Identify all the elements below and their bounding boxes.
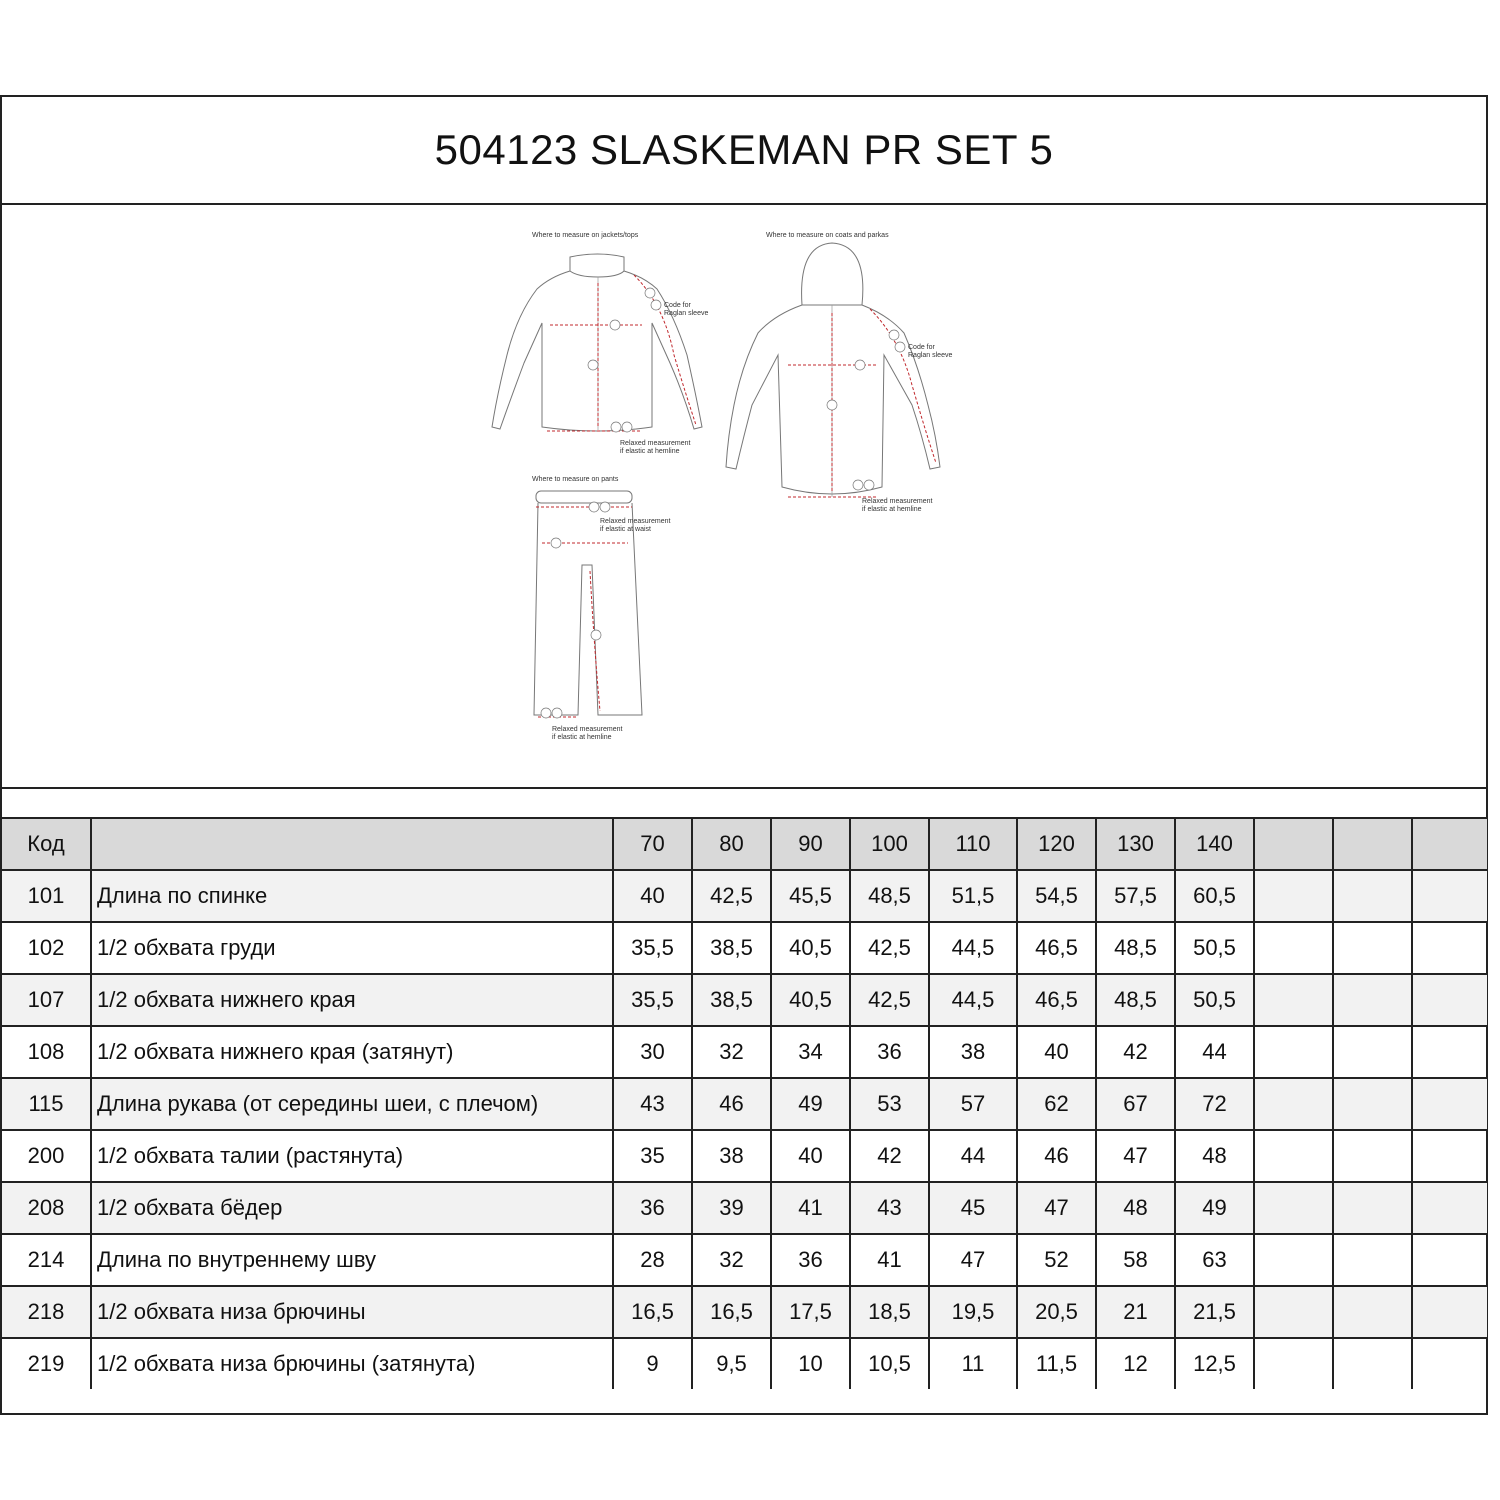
measurement-value: 35,5 xyxy=(613,922,692,974)
pants-marker-waist xyxy=(589,502,599,512)
measurement-value: 9,5 xyxy=(692,1338,771,1389)
measurement-description: Длина по спинке xyxy=(91,870,613,922)
measurement-value: 21 xyxy=(1096,1286,1175,1338)
jacket-marker-chest xyxy=(610,320,620,330)
measurement-value: 48 xyxy=(1175,1130,1254,1182)
jacket-marker-sleeve xyxy=(645,288,655,298)
measurement-value: 38,5 xyxy=(692,974,771,1026)
coat-caption: Where to measure on coats and parkas xyxy=(766,232,889,239)
measurement-value: 11 xyxy=(929,1338,1017,1389)
measurement-value: 36 xyxy=(613,1182,692,1234)
coat-marker-hem xyxy=(853,480,863,490)
measurement-value: 63 xyxy=(1175,1234,1254,1286)
pants-diagram xyxy=(532,476,670,741)
pants-waistband xyxy=(536,491,632,503)
measurement-code: 101 xyxy=(2,870,91,922)
pants-marker-hem-relaxed xyxy=(552,708,562,718)
size-header: 70 xyxy=(613,819,692,870)
measurement-value: 44,5 xyxy=(929,974,1017,1026)
measurement-value: 48 xyxy=(1096,1182,1175,1234)
measurement-value: 46,5 xyxy=(1017,922,1096,974)
measurement-value: 50,5 xyxy=(1175,974,1254,1026)
jacket-collar xyxy=(570,254,624,277)
jacket-marker-hem-relaxed xyxy=(622,422,632,432)
measurement-value: 52 xyxy=(1017,1234,1096,1286)
coat-raglan-note-1: Code for xyxy=(908,344,935,351)
measurement-value: 28 xyxy=(613,1234,692,1286)
size-table xyxy=(2,819,1487,1389)
measurement-value xyxy=(1254,1026,1333,1078)
coat-raglan-note-2: Raglan sleeve xyxy=(908,352,953,359)
measurement-value: 57 xyxy=(929,1078,1017,1130)
jacket-caption: Where to measure on jackets/tops xyxy=(532,232,639,239)
measurement-value: 38,5 xyxy=(692,922,771,974)
measurement-description: 1/2 обхвата нижнего края (затянут) xyxy=(91,1026,613,1078)
jacket-sleeve-line xyxy=(634,275,696,425)
measurement-code: 108 xyxy=(2,1026,91,1078)
measurement-value: 42,5 xyxy=(850,922,929,974)
measurement-value: 36 xyxy=(771,1234,850,1286)
pants-marker-waist-relaxed xyxy=(600,502,610,512)
table-row xyxy=(2,1130,1487,1182)
measurement-value xyxy=(1333,870,1412,922)
measurement-value: 18,5 xyxy=(850,1286,929,1338)
measurement-value: 16,5 xyxy=(692,1286,771,1338)
measurement-value: 43 xyxy=(613,1078,692,1130)
measurement-value xyxy=(1412,1130,1487,1182)
measurement-value: 42,5 xyxy=(850,974,929,1026)
description-column-header xyxy=(91,819,613,870)
size-header: 140 xyxy=(1175,819,1254,870)
measurement-value: 35 xyxy=(613,1130,692,1182)
measurement-value: 53 xyxy=(850,1078,929,1130)
coat-marker-hem-relaxed xyxy=(864,480,874,490)
measurement-value: 40 xyxy=(613,870,692,922)
measurement-value: 44 xyxy=(929,1130,1017,1182)
coat-hood xyxy=(802,243,863,305)
spacer-row xyxy=(2,789,1486,819)
measurement-value xyxy=(1333,1234,1412,1286)
page-title: 504123 SLASKEMAN PR SET 5 xyxy=(434,126,1054,173)
measurement-value: 42 xyxy=(850,1130,929,1182)
jacket-raglan-note-2: Raglan sleeve xyxy=(664,310,709,317)
measurement-value xyxy=(1412,1182,1487,1234)
measurement-value: 51,5 xyxy=(929,870,1017,922)
measurement-value: 44 xyxy=(1175,1026,1254,1078)
measurement-code: 218 xyxy=(2,1286,91,1338)
measurement-code: 214 xyxy=(2,1234,91,1286)
measurement-code: 200 xyxy=(2,1130,91,1182)
measurement-code: 219 xyxy=(2,1338,91,1389)
measurement-value: 39 xyxy=(692,1182,771,1234)
measurement-value: 57,5 xyxy=(1096,870,1175,922)
jacket-hem-note-1: Relaxed measurement xyxy=(620,440,691,447)
measurement-value xyxy=(1412,1286,1487,1338)
measurement-value xyxy=(1254,1234,1333,1286)
measurement-value: 20,5 xyxy=(1017,1286,1096,1338)
measurement-description: 1/2 обхвата низа брючины xyxy=(91,1286,613,1338)
measurement-description: Длина рукава (от середины шеи, с плечом) xyxy=(91,1078,613,1130)
measurement-value xyxy=(1333,922,1412,974)
coat-body-outline xyxy=(726,305,940,494)
measurement-value: 49 xyxy=(771,1078,850,1130)
measurement-value: 36 xyxy=(850,1026,929,1078)
coat-hem-note-2: if elastic at hemline xyxy=(862,506,922,513)
measurement-value xyxy=(1254,870,1333,922)
measurement-value xyxy=(1412,870,1487,922)
measurement-value xyxy=(1412,974,1487,1026)
pants-waist-note-1: Relaxed measurement xyxy=(600,518,671,525)
pants-marker-hem xyxy=(541,708,551,718)
measurement-value: 60,5 xyxy=(1175,870,1254,922)
measurement-value: 17,5 xyxy=(771,1286,850,1338)
measurement-value: 46,5 xyxy=(1017,974,1096,1026)
jacket-hem-note-2: if elastic at hemline xyxy=(620,448,680,455)
coat-marker-sleeve xyxy=(889,330,899,340)
table-row xyxy=(2,922,1487,974)
table-row xyxy=(2,870,1487,922)
size-header: 100 xyxy=(850,819,929,870)
measurement-value xyxy=(1412,1026,1487,1078)
measurement-value: 67 xyxy=(1096,1078,1175,1130)
measurement-value: 45,5 xyxy=(771,870,850,922)
measurement-value xyxy=(1254,1078,1333,1130)
measurement-value xyxy=(1412,1078,1487,1130)
measurement-description: Длина по внутреннему шву xyxy=(91,1234,613,1286)
jacket-diagram xyxy=(492,232,708,455)
measurement-value xyxy=(1254,1130,1333,1182)
measurement-value xyxy=(1254,922,1333,974)
measurement-value: 72 xyxy=(1175,1078,1254,1130)
measurement-value xyxy=(1412,1234,1487,1286)
measurement-value: 42 xyxy=(1096,1026,1175,1078)
measurement-value xyxy=(1333,1130,1412,1182)
jacket-marker-hem xyxy=(611,422,621,432)
measurement-value: 12,5 xyxy=(1175,1338,1254,1389)
measurement-value: 43 xyxy=(850,1182,929,1234)
measurement-description: 1/2 обхвата талии (растянута) xyxy=(91,1130,613,1182)
jacket-body-outline xyxy=(492,271,702,431)
measurement-value: 40 xyxy=(1017,1026,1096,1078)
measurement-value: 10,5 xyxy=(850,1338,929,1389)
measurement-value: 9 xyxy=(613,1338,692,1389)
measurement-description: 1/2 обхвата нижнего края xyxy=(91,974,613,1026)
measurement-value xyxy=(1333,1338,1412,1389)
jacket-marker-length xyxy=(588,360,598,370)
size-header: 130 xyxy=(1096,819,1175,870)
measurement-value: 40 xyxy=(771,1130,850,1182)
measurement-value xyxy=(1412,922,1487,974)
measurement-value: 41 xyxy=(850,1234,929,1286)
size-header xyxy=(1254,819,1333,870)
measurement-value: 44,5 xyxy=(929,922,1017,974)
size-table-body xyxy=(2,870,1487,1389)
measurement-value xyxy=(1333,1182,1412,1234)
table-row xyxy=(2,1234,1487,1286)
jacket-raglan-note-1: Code for xyxy=(664,302,691,309)
measurement-value: 45 xyxy=(929,1182,1017,1234)
measurement-value: 34 xyxy=(771,1026,850,1078)
measurement-value: 38 xyxy=(929,1026,1017,1078)
measurement-description: 1/2 обхвата бёдер xyxy=(91,1182,613,1234)
coat-marker-length xyxy=(827,400,837,410)
measurement-value xyxy=(1254,1286,1333,1338)
measurement-value: 32 xyxy=(692,1234,771,1286)
code-column-header: Код xyxy=(2,819,91,870)
measurement-code: 115 xyxy=(2,1078,91,1130)
measurement-value: 30 xyxy=(613,1026,692,1078)
measurement-value: 46 xyxy=(1017,1130,1096,1182)
size-header: 90 xyxy=(771,819,850,870)
measurement-value: 40,5 xyxy=(771,922,850,974)
measurement-value: 47 xyxy=(1017,1182,1096,1234)
measurement-value: 48,5 xyxy=(850,870,929,922)
size-header: 120 xyxy=(1017,819,1096,870)
measurement-code: 208 xyxy=(2,1182,91,1234)
title-row xyxy=(2,97,1486,205)
size-header: 80 xyxy=(692,819,771,870)
measurement-value: 48,5 xyxy=(1096,922,1175,974)
measurement-description: 1/2 обхвата груди xyxy=(91,922,613,974)
measurement-value: 47 xyxy=(929,1234,1017,1286)
pants-marker-hip xyxy=(551,538,561,548)
jacket-marker-raglan xyxy=(651,300,661,310)
measurement-value: 16,5 xyxy=(613,1286,692,1338)
measurement-value xyxy=(1254,1182,1333,1234)
table-row xyxy=(2,1026,1487,1078)
table-row xyxy=(2,1338,1487,1389)
measurement-value xyxy=(1333,1078,1412,1130)
pants-marker-inseam xyxy=(591,630,601,640)
measurement-value: 54,5 xyxy=(1017,870,1096,922)
table-row xyxy=(2,1182,1487,1234)
measurement-code: 107 xyxy=(2,974,91,1026)
size-header: 110 xyxy=(929,819,1017,870)
measurement-value xyxy=(1254,974,1333,1026)
table-row xyxy=(2,974,1487,1026)
size-header xyxy=(1412,819,1487,870)
measurement-value: 58 xyxy=(1096,1234,1175,1286)
measurement-value: 11,5 xyxy=(1017,1338,1096,1389)
measurement-value xyxy=(1412,1338,1487,1389)
table-row xyxy=(2,1078,1487,1130)
measurement-code: 102 xyxy=(2,922,91,974)
measurement-value: 48,5 xyxy=(1096,974,1175,1026)
measurement-description: 1/2 обхвата низа брючины (затянута) xyxy=(91,1338,613,1389)
measurement-value: 19,5 xyxy=(929,1286,1017,1338)
measurement-value: 50,5 xyxy=(1175,922,1254,974)
measurement-value xyxy=(1333,1026,1412,1078)
measurement-value: 47 xyxy=(1096,1130,1175,1182)
measurement-diagram xyxy=(2,205,1486,787)
size-chart-sheet xyxy=(0,95,1488,1415)
measurement-value: 38 xyxy=(692,1130,771,1182)
measurement-value: 62 xyxy=(1017,1078,1096,1130)
measurement-value xyxy=(1333,1286,1412,1338)
pants-hem-note-2: if elastic at hemline xyxy=(552,734,612,741)
size-header xyxy=(1333,819,1412,870)
table-row xyxy=(2,1286,1487,1338)
coat-marker-raglan xyxy=(895,342,905,352)
pants-hem-note-1: Relaxed measurement xyxy=(552,726,623,733)
measurement-value: 49 xyxy=(1175,1182,1254,1234)
measurement-value xyxy=(1254,1338,1333,1389)
measurement-value: 41 xyxy=(771,1182,850,1234)
size-header-row xyxy=(2,819,1487,870)
coat-hem-note-1: Relaxed measurement xyxy=(862,498,933,505)
measurement-value: 32 xyxy=(692,1026,771,1078)
measurement-diagram-panel xyxy=(2,205,1486,789)
measurement-value: 21,5 xyxy=(1175,1286,1254,1338)
coat-marker-chest xyxy=(855,360,865,370)
measurement-value: 35,5 xyxy=(613,974,692,1026)
pants-waist-note-2: if elastic at waist xyxy=(600,526,651,533)
measurement-value xyxy=(1333,974,1412,1026)
pants-caption: Where to measure on pants xyxy=(532,476,619,483)
pants-outline xyxy=(534,503,642,715)
measurement-value: 42,5 xyxy=(692,870,771,922)
measurement-value: 10 xyxy=(771,1338,850,1389)
measurement-value: 40,5 xyxy=(771,974,850,1026)
coat-diagram xyxy=(726,232,952,513)
measurement-value: 12 xyxy=(1096,1338,1175,1389)
measurement-value: 46 xyxy=(692,1078,771,1130)
